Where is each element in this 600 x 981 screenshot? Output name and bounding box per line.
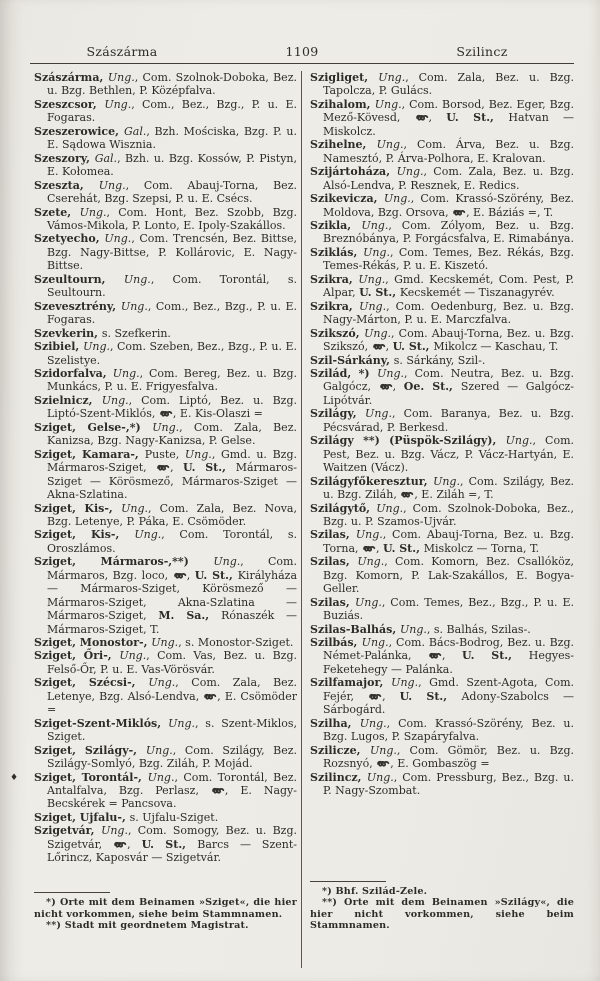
entry-text: , Com. Árva, Bez. u. Bzg. Namesztó, P. Árva-Polhora, E. Kralovan. bbox=[323, 138, 574, 165]
entry-headword: Szilágy **) (Püspök-Szilágy), bbox=[310, 434, 506, 448]
header-catchword-left: Szászárma bbox=[86, 44, 158, 59]
gazetteer-entry bbox=[34, 300, 297, 327]
gazetteer-entry bbox=[310, 71, 574, 98]
entry-text: , Gmd. Kecskemét, Com. Pest, P. Alpar, bbox=[323, 272, 574, 300]
entry-country-tag: Ung. bbox=[361, 636, 389, 650]
footnote-rule bbox=[34, 892, 110, 893]
gazetteer-entry bbox=[34, 71, 297, 98]
gazetteer-entry bbox=[310, 246, 574, 273]
entry-country-tag: Gal. bbox=[123, 124, 147, 138]
entry-country-tag: Ung. bbox=[365, 407, 392, 421]
entry-text: , bbox=[382, 689, 400, 703]
gazetteer-entry bbox=[34, 717, 297, 744]
entry-text: , E. Nagy-Becskérek = Pancsova. bbox=[47, 784, 297, 811]
entry-country-tag: Ung. bbox=[359, 299, 387, 313]
entry-text: Hegyes-Feketehegy — Palánka. bbox=[323, 649, 574, 676]
entry-bold-term: U. St., bbox=[194, 568, 238, 582]
entry-headword: Szilas-Balhás, bbox=[310, 622, 401, 636]
gazetteer-entry bbox=[310, 165, 574, 192]
entry-text: , Com. Zala, Bez. Nova, Bzg. Letenye, P. Páka, E. Csömöder. bbox=[47, 501, 297, 528]
entry-country-tag: Ung. bbox=[213, 555, 241, 569]
entry-headword: Szielnicz, bbox=[34, 393, 102, 407]
gazetteer-entry bbox=[310, 367, 574, 407]
gazetteer-entry bbox=[34, 649, 297, 676]
gazetteer-entry bbox=[310, 771, 574, 798]
entry-headword: Szilincz, bbox=[310, 770, 367, 784]
footnote: *) Orte mit dem Beinamen »Sziget«, die hier nicht vorkommen, siehe beim Stammnamen. bbox=[34, 897, 297, 920]
post-horn-icon bbox=[452, 206, 466, 219]
entry-text: , Com. Zala, Bez. u. Bzg. Tapolcza, P. Gulács. bbox=[323, 71, 574, 98]
entry-headword: Sziget, Torontál-, bbox=[34, 770, 148, 784]
gazetteer-entry bbox=[34, 811, 297, 824]
gazetteer-entry bbox=[310, 555, 574, 595]
entry-headword: Szilád, *) bbox=[310, 366, 378, 380]
gazetteer-entry bbox=[310, 475, 574, 502]
post-horn-icon bbox=[159, 407, 173, 420]
entry-country-tag: Ung. bbox=[357, 555, 385, 569]
entry-headword: Sziget, Őri-, bbox=[34, 649, 120, 663]
entry-headword: Sziget, Ujfalu-, bbox=[34, 810, 130, 824]
entry-text: , Com. Bács-Bodrog, Bez. u. Bzg. Német-Palánka, bbox=[323, 636, 574, 663]
entry-bold-term: U. St., bbox=[359, 286, 400, 300]
entry-headword: Szilha, bbox=[310, 716, 360, 730]
entry-country-tag: Ung. bbox=[396, 165, 424, 179]
entry-text: Hatvan — Miskolcz. bbox=[323, 111, 574, 138]
entry-headword: Sziklás, bbox=[310, 245, 364, 259]
gazetteer-entry bbox=[34, 327, 297, 340]
entry-headword: Szikszó, bbox=[310, 326, 365, 340]
entry-headword: Szibiel, bbox=[34, 340, 84, 354]
entry-bold-term: U. St., bbox=[446, 111, 509, 125]
entry-text: , Com., Bez., Bzg., P. u. E. Fogaras. bbox=[47, 97, 297, 125]
post-horn-icon bbox=[428, 649, 442, 662]
entry-text: , Com. Torontál, s. Oroszlámos. bbox=[47, 528, 297, 555]
gazetteer-entry bbox=[34, 502, 297, 529]
margin-diamond-icon: ♦ bbox=[10, 772, 19, 783]
gazetteer-entry bbox=[310, 623, 574, 636]
entry-headword: Szilas, bbox=[310, 528, 356, 542]
entry-headword: Szidorfalva, bbox=[34, 366, 113, 380]
footnotes-right bbox=[310, 881, 574, 968]
entry-country-tag: Ung. bbox=[400, 622, 427, 636]
entry-text: , Com. Temes, Bez. Rékás, Bzg. Temes-Rékás, P. u. E. Kiszetó. bbox=[323, 245, 574, 273]
entry-text: , E. Kis-Olaszi = bbox=[172, 407, 263, 421]
entry-bold-term: U. St., bbox=[392, 340, 434, 354]
entry-text: , Com. Szilágy, Bez. u. Bzg. Ziláh, bbox=[323, 474, 574, 502]
entry-text: Adony-Szabolcs — Sárbogárd. bbox=[323, 689, 574, 717]
footnote: **) Orte mit dem Beinamen »Szilágy«, die hier nicht vorkommen, siehe beim Stammnamen. bbox=[310, 897, 574, 932]
entry-text: , s. Balhás, Szilas-. bbox=[426, 622, 531, 636]
entry-country-tag: Ung. bbox=[168, 716, 196, 730]
entry-headword: Szetyecho, bbox=[34, 232, 105, 246]
entry-text: , bbox=[170, 461, 184, 475]
entry-country-tag: Ung. bbox=[383, 192, 411, 206]
entry-headword: Szilágyfőkeresztur, bbox=[310, 474, 434, 488]
entry-headword: Szihalom, bbox=[310, 97, 375, 111]
entry-text: Kecskemét — Tiszanagyrév. bbox=[399, 286, 555, 300]
entry-text: , Com. Vas, Bez. u. Bzg. Felső-Őr, P. u. E. Vas-Vörösvár. bbox=[47, 649, 297, 676]
gazetteer-entry bbox=[34, 367, 297, 394]
entry-text: , Com. Zala, Bez. u. Bzg. Alsó-Lendva, P. Resznek, E. Redics. bbox=[323, 165, 574, 192]
gazetteer-entry bbox=[310, 676, 574, 716]
entry-country-tag: Ung. bbox=[363, 245, 390, 259]
entry-country-tag: Ung. bbox=[104, 97, 132, 111]
entry-headword: Szeszcsor, bbox=[34, 97, 105, 111]
entry-headword: Szikla, bbox=[310, 218, 362, 232]
entry-text: , Com. Krassó-Szörény, Bez. u. Bzg. Lugos, P. Szapáryfalva. bbox=[323, 716, 574, 744]
gazetteer-entry bbox=[34, 394, 297, 421]
gazetteer-entry bbox=[310, 354, 574, 367]
gazetteer-entry bbox=[34, 824, 297, 864]
entry-country-tag: Ung. bbox=[377, 366, 404, 380]
entry-text: , Com. Hont, Bez. Szobb, Bzg. Vámos-Mikola, P. Lonto, E. Ipoly-Szakállos. bbox=[47, 205, 297, 232]
entry-text: s. Szefkerin. bbox=[101, 326, 171, 340]
gazetteer-entry bbox=[310, 434, 574, 474]
entry-country-tag: Ung. bbox=[364, 326, 391, 340]
entry-country-tag: Ung. bbox=[376, 138, 404, 152]
post-horn-icon bbox=[211, 784, 225, 797]
post-horn-icon bbox=[203, 690, 217, 703]
entry-country-tag: Ung. bbox=[101, 824, 128, 838]
entry-headword: Szikra, bbox=[310, 299, 360, 313]
entry-headword: Szete, bbox=[34, 205, 80, 219]
entry-headword: Szilfamajor, bbox=[310, 676, 392, 690]
footnote-list bbox=[310, 886, 574, 932]
entry-text: Rónaszék — Mármaros-Sziget, T. bbox=[47, 609, 297, 636]
header-catchword-right: Szilincz bbox=[456, 44, 508, 59]
entry-country-tag: Ung. bbox=[366, 770, 394, 784]
entry-headword: Sziget, Monostor-, bbox=[34, 636, 152, 650]
page-header bbox=[0, 0, 600, 62]
entry-country-tag: Ung. bbox=[123, 272, 151, 286]
gazetteer-entry bbox=[310, 192, 574, 219]
entry-headword: Szevkerin, bbox=[34, 326, 102, 340]
gazetteer-entry bbox=[310, 300, 574, 327]
post-horn-icon bbox=[379, 380, 393, 393]
footnote-list bbox=[34, 897, 297, 932]
entry-headword: Sziget, Kis-, bbox=[34, 501, 122, 515]
entry-bold-term: U. St., bbox=[383, 541, 424, 555]
entry-country-tag: Ung. bbox=[376, 501, 404, 515]
entry-country-tag: Ung. bbox=[148, 676, 176, 690]
entry-bold-term: Oe. St., bbox=[403, 380, 461, 394]
gazetteer-entry bbox=[34, 232, 297, 272]
footnote: **) Stadt mit geordnetem Magistrat. bbox=[46, 920, 249, 932]
gazetteer-entry bbox=[34, 179, 297, 206]
entry-headword: Szilicze, bbox=[310, 743, 370, 757]
entry-text: , Com. Liptó, Bez. u. Bzg. Liptó-Szent-Miklós, bbox=[47, 393, 297, 421]
entries-left bbox=[10, 71, 298, 892]
column-left bbox=[10, 71, 298, 968]
entry-text: , Com. Szolnok-Doboka, Bez., Bzg. u. P. Szamos-Ujvár. bbox=[323, 501, 574, 528]
entry-text: , bbox=[385, 340, 393, 354]
entry-headword: Szilágytő, bbox=[310, 501, 377, 515]
entry-headword: Sziget, Kis-, bbox=[34, 528, 135, 542]
gazetteer-entry bbox=[34, 125, 297, 152]
entry-country-tag: Ung. bbox=[151, 636, 179, 650]
entry-text: , Com. Somogy, Bez. u. Bzg. Szigetvár, bbox=[47, 824, 297, 851]
entries-right bbox=[310, 71, 574, 881]
entry-text: , Com., Bez., Bzg., P. u. E. Fogaras. bbox=[47, 299, 297, 327]
footnote-rule bbox=[310, 881, 386, 882]
entry-headword: Szeultourn, bbox=[34, 272, 124, 286]
entry-text: , Com. Szeben, Bez., Bzg., P. u. E. Szelistye. bbox=[47, 340, 298, 367]
entry-country-tag: Ung. bbox=[107, 71, 135, 84]
entry-text: Szered — Galgócz-Lipótvár. bbox=[323, 380, 575, 407]
entry-country-tag: Ung. bbox=[184, 447, 212, 461]
entry-text: , Bzh. Mościska, Bzg. P. u. E. Sądowa Wisznia. bbox=[47, 124, 298, 152]
entry-text: Miskolcz — Torna, T. bbox=[423, 541, 540, 555]
gazetteer-entry bbox=[310, 219, 574, 246]
gazetteer-entry bbox=[34, 98, 297, 125]
entry-text: , Gmd. u. Bzg. Mármaros-Sziget, bbox=[47, 447, 297, 475]
entry-text: , Com. Pest, Bez. u. Bzg. Vácz, P. Vácz-Hartyán, E. Waitzen (Vácz). bbox=[323, 434, 574, 475]
entry-text: , Com. Abauj-Torna, Bez. u. Bzg. Szikszó, bbox=[323, 326, 574, 354]
entry-headword: Szeszerowice, bbox=[34, 124, 124, 138]
entry-text: , Com. Bereg, Bez. u. Bzg. Munkács, P. u. E. Frigyesfalva. bbox=[47, 366, 297, 394]
entry-country-tag: Gal. bbox=[94, 151, 118, 165]
gazetteer-entry bbox=[34, 744, 297, 771]
gazetteer-entry bbox=[310, 273, 574, 300]
entry-headword: Sziget, Gelse-,*) bbox=[34, 420, 153, 434]
entry-headword: Szil-Sárkány, bbox=[310, 353, 394, 367]
entry-country-tag: Ung. bbox=[134, 528, 162, 542]
entry-country-tag: Ung. bbox=[369, 743, 397, 757]
entry-headword: Szilbás, bbox=[310, 636, 362, 650]
entry-country-tag: Ung. bbox=[98, 178, 126, 192]
entry-text: , E. Báziás =, T. bbox=[466, 205, 554, 219]
entry-headword: Szijártoháza, bbox=[310, 165, 397, 179]
entry-text: , Com. Torontál, Bez. Antalfalva, Bzg. Perlasz, bbox=[47, 770, 297, 798]
entry-headword: Sziget, Szécsi-, bbox=[34, 676, 149, 690]
post-horn-icon bbox=[173, 569, 187, 582]
entry-headword: Szilágy, bbox=[310, 407, 366, 421]
entry-text: , Com. Abauj-Torna, Bez. u. Bzg. Torna, bbox=[323, 528, 574, 555]
gazetteer-entry bbox=[34, 206, 297, 233]
page-number: 1109 bbox=[285, 44, 319, 59]
entry-country-tag: Ung. bbox=[433, 474, 460, 488]
entry-text: , Com. Trencsén, Bez. Bittse, Bzg. Nagy-Bittse, P. Kollárovic, E. Nagy-Bittse. bbox=[47, 232, 298, 273]
entry-country-tag: Ung. bbox=[101, 393, 129, 407]
gazetteer-entry bbox=[34, 528, 297, 555]
entry-text: , bbox=[127, 837, 142, 851]
entry-text: , Gmd. Szent-Agota, Com. Fejér, bbox=[323, 676, 574, 703]
post-horn-icon bbox=[376, 757, 390, 770]
entry-country-tag: Ung. bbox=[145, 743, 173, 757]
entry-bold-term: U. St., bbox=[399, 689, 462, 703]
entry-text: , Com. Zala, Bez. Kanizsa, Bzg. Nagy-Kanizsa, P. Gelse. bbox=[47, 420, 297, 448]
entry-headword: Szilas, bbox=[310, 555, 358, 569]
entry-headword: Szikevicza, bbox=[310, 192, 384, 206]
gazetteer-entry bbox=[34, 273, 297, 300]
entry-text: s. Sárkány, Szil-. bbox=[393, 353, 486, 367]
gazetteer-entry bbox=[10, 770, 297, 811]
entry-headword: Szeszta, bbox=[34, 178, 99, 192]
gazetteer-entry bbox=[310, 596, 574, 623]
entry-text: Mikolcz — Kaschau, T. bbox=[433, 340, 559, 354]
entry-country-tag: Ung. bbox=[391, 676, 419, 690]
post-horn-icon bbox=[113, 838, 127, 851]
gazetteer-entry bbox=[310, 98, 574, 138]
entry-text: , Com. Szolnok-Doboka, Bez. u. Bzg. Bethlen, P. Középfalva. bbox=[47, 71, 297, 98]
entry-text: , s. Szent-Miklos, Sziget. bbox=[47, 716, 297, 744]
entry-text: , Com. Torontál, s. Seultourn. bbox=[47, 272, 297, 300]
entry-country-tag: Ung. bbox=[359, 716, 387, 730]
entry-text: Puste, bbox=[144, 447, 185, 461]
entry-country-tag: Ung. bbox=[354, 595, 382, 609]
gazetteer-entry bbox=[34, 340, 297, 367]
entry-country-tag: Ung. bbox=[120, 299, 148, 313]
gazetteer-entry bbox=[34, 448, 297, 502]
gazetteer-entry bbox=[310, 407, 574, 434]
entry-country-tag: Ung. bbox=[378, 71, 406, 84]
entry-country-tag: Ung. bbox=[79, 205, 107, 219]
post-horn-icon bbox=[368, 690, 382, 703]
entry-text: , Bzh. u. Bzg. Kossów, P. Pistyn, E. Kołomea. bbox=[47, 151, 298, 179]
entry-country-tag: Ung. bbox=[355, 528, 383, 542]
entry-text: , Com. Gömör, Bez. u. Bzg. Rozsnyó, bbox=[323, 743, 574, 771]
entry-text: , bbox=[392, 380, 404, 394]
entry-text: , Com. Zólyom, Bez. u. Bzg. Breznóbánya, P. Forgácsfalva, E. Rimabánya. bbox=[323, 218, 574, 246]
entry-text: , Com. Krassó-Szörény, Bez. Moldova, Bzg. Orsova, bbox=[323, 192, 574, 219]
gazetteer-entry bbox=[310, 528, 574, 555]
entry-bold-term: U. St., bbox=[141, 837, 198, 851]
gazetteer-entry bbox=[34, 676, 297, 716]
entry-bold-term: M. Sa., bbox=[158, 609, 222, 623]
footnotes-left bbox=[34, 892, 297, 968]
entry-text: , bbox=[376, 541, 383, 555]
entry-headword: Sziget, Mármaros-,**) bbox=[34, 555, 214, 569]
entry-headword: Szeszory, bbox=[34, 151, 95, 165]
entry-text: , Com. Pressburg, Bez., Bzg. u. P. Nagy-Szombat. bbox=[323, 770, 574, 798]
entry-country-tag: Ung. bbox=[505, 434, 533, 448]
gazetteer-entry bbox=[310, 138, 574, 165]
gazetteer-entry bbox=[34, 555, 297, 636]
entry-text: , s. Monostor-Sziget. bbox=[178, 636, 294, 650]
entry-headword: Szevesztrény, bbox=[34, 299, 121, 313]
entry-text: , E. Gombaszög = bbox=[390, 757, 490, 771]
entry-country-tag: Ung. bbox=[119, 649, 147, 663]
entry-bold-term: U. St., bbox=[462, 649, 529, 663]
entry-text: Mármaros-Sziget — Körösmező, Mármaros-Sziget — Akna-Szlatina. bbox=[47, 461, 297, 502]
post-horn-icon bbox=[362, 542, 376, 555]
entry-text: , Com. Szilágy, Bez. Szilágy-Somlyó, Bzg. Ziláh, P. Mojád. bbox=[47, 743, 297, 771]
post-horn-icon bbox=[415, 111, 429, 124]
entry-country-tag: Ung. bbox=[104, 232, 132, 246]
entry-text: , Com. Oedenburg, Bez. u. Bzg. Nagy-Márton, P. u. E. Marczfalva. bbox=[323, 299, 574, 327]
post-horn-icon bbox=[372, 340, 386, 353]
entry-text: , Com. Baranya, Bez. u. Bzg. Pécsvárad, P. Berkesd. bbox=[323, 407, 574, 434]
entry-headword: Szilas, bbox=[310, 595, 355, 609]
footnote: *) Bhf. Szilád-Zele. bbox=[322, 885, 428, 897]
entry-text: s. Ujfalu-Sziget. bbox=[129, 810, 219, 824]
entry-text: Királyháza — Mármaros-Sziget, Körösmező — Mármaros-Sziget, Akna-Szlatina — Mármaros-Sziget, bbox=[47, 568, 297, 623]
column-right bbox=[310, 71, 574, 968]
entry-headword: Sziget, Kamara-, bbox=[34, 447, 145, 461]
gazetteer-entry bbox=[310, 502, 574, 529]
entry-country-tag: Ung. bbox=[358, 272, 386, 286]
entry-headword: Szikra, bbox=[310, 272, 359, 286]
entry-text: , Com. Komorn, Bez. Csallóköz, Bzg. Komorn, P. Lak-Szakállos, E. Bogya-Geller. bbox=[323, 555, 574, 596]
entry-country-tag: Ung. bbox=[83, 340, 110, 354]
entry-country-tag: Ung. bbox=[374, 97, 402, 111]
gazetteer-entry bbox=[34, 421, 297, 448]
gazetteer-entry bbox=[310, 717, 574, 744]
entry-country-tag: Ung. bbox=[112, 366, 140, 380]
entry-headword: Szigliget, bbox=[310, 71, 379, 84]
entry-text: , Com. Borsod, Bez. Eger, Bzg. Mező-Kövesd, bbox=[323, 97, 574, 125]
entry-country-tag: Ung. bbox=[361, 218, 389, 232]
entry-headword: Szászárma, bbox=[34, 71, 108, 84]
text-columns bbox=[0, 64, 600, 968]
entry-headword: Sziget-Szent-Miklós, bbox=[34, 716, 169, 730]
gazetteer-entry bbox=[34, 636, 297, 649]
column-divider bbox=[301, 71, 302, 968]
gazetteer-entry bbox=[34, 152, 297, 179]
gazetteer-entry bbox=[310, 744, 574, 771]
entry-text: , Com. Abauj-Torna, Bez. Cserehát, Bzg. Szepsi, P. u. E. Csécs. bbox=[47, 178, 297, 206]
entry-country-tag: Ung. bbox=[121, 501, 149, 515]
entry-country-tag: Ung. bbox=[152, 420, 180, 434]
entry-text: , Com. Temes, Bez., Bzg., P. u. E. Buziás. bbox=[323, 595, 574, 623]
gazetteer-entry bbox=[310, 327, 574, 354]
entry-text: , bbox=[442, 649, 463, 663]
entry-text: Barcs — Szent-Lőrincz, Kaposvár — Szigetvár. bbox=[47, 837, 297, 865]
gazetteer-entry bbox=[310, 636, 574, 676]
entry-headword: Sziget, Szilágy-, bbox=[34, 743, 146, 757]
entry-bold-term: U. St., bbox=[183, 461, 236, 475]
entry-text: , Com. Neutra, Bez. u. Bzg. Galgócz, bbox=[323, 366, 574, 394]
entry-country-tag: Ung. bbox=[147, 770, 175, 784]
entry-text: , bbox=[186, 568, 195, 582]
entry-text: , bbox=[428, 111, 447, 125]
post-horn-icon bbox=[156, 461, 170, 474]
entry-text: , E. Csömöder = bbox=[47, 689, 297, 717]
entry-headword: Szigetvár, bbox=[34, 824, 102, 838]
entry-text: , E. Ziláh =, T. bbox=[414, 488, 494, 502]
entry-text: , Com. Mármaros, Bzg. loco, bbox=[47, 555, 297, 582]
entry-text: , Com. Zala, Bez. Letenye, Bzg. Alsó-Lendva, bbox=[47, 676, 297, 703]
entry-headword: Szihelne, bbox=[310, 138, 377, 152]
post-horn-icon bbox=[400, 488, 414, 501]
